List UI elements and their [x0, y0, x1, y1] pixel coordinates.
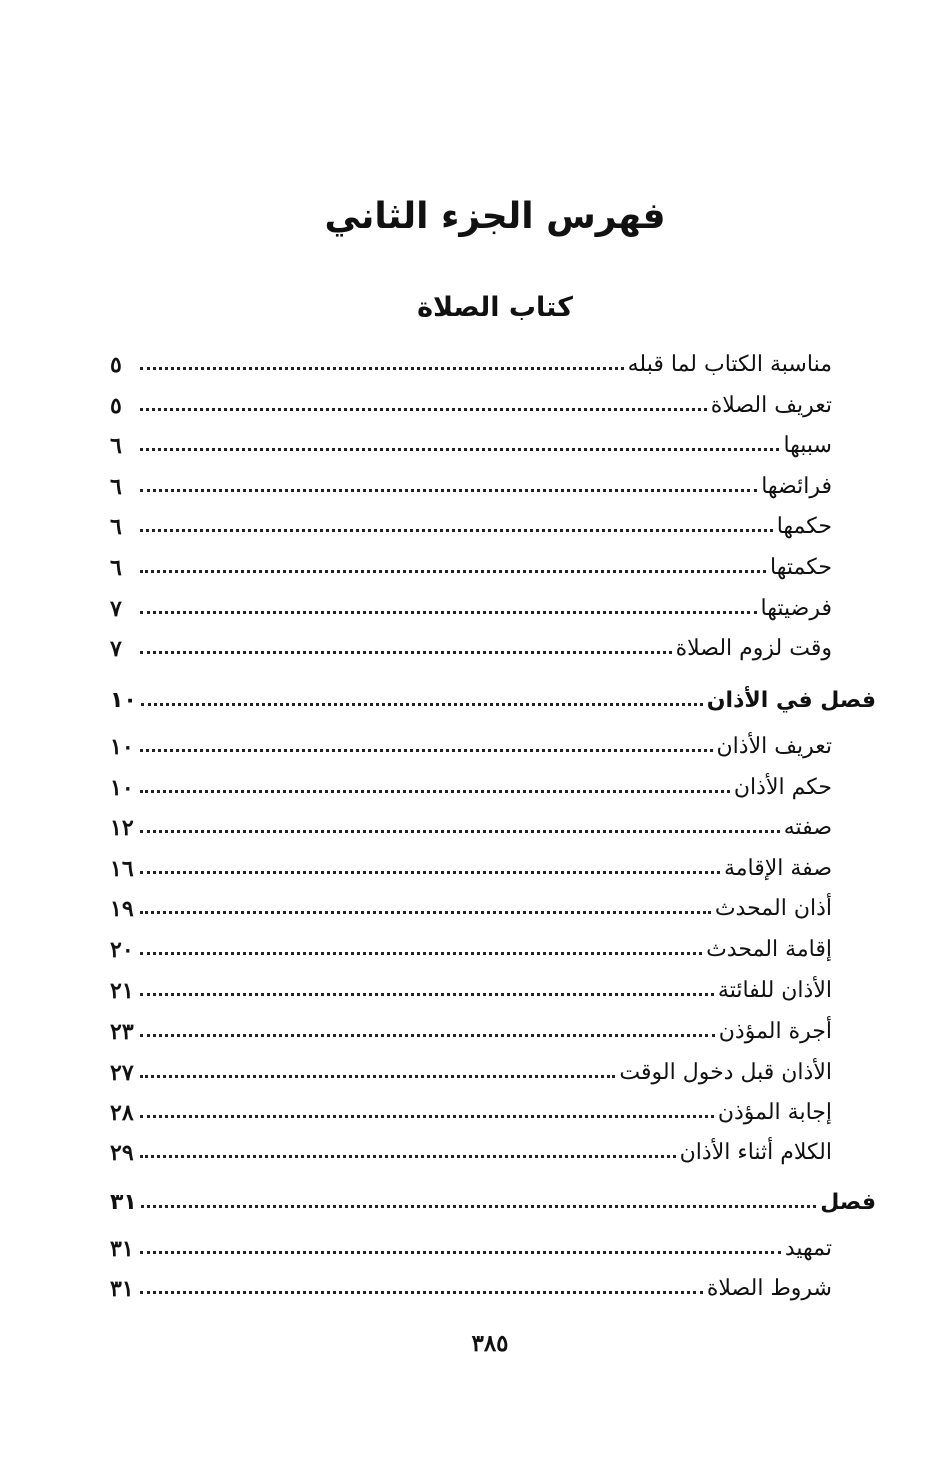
toc-entry: [110, 624, 832, 664]
toc-entry: [110, 763, 832, 803]
toc-entry-title: مناسبة الكتاب لما قبله: [627, 352, 832, 377]
page-number: ٣٨٥: [471, 1330, 509, 1357]
toc-entry-title: فرائضها: [761, 474, 832, 499]
toc-leader-dots: [140, 1115, 714, 1118]
toc-entry-title: أذان المحدث: [714, 896, 832, 921]
toc-entry-page: ١٠: [110, 734, 134, 760]
toc-entry-page: ٣١: [110, 1190, 137, 1215]
toc-leader-dots: [140, 611, 757, 614]
toc-leader-dots: [140, 570, 766, 573]
toc-entry-page: ٧: [110, 596, 122, 622]
toc-leader-dots: [140, 749, 713, 752]
page-title: فهرس الجزء الثاني: [324, 196, 666, 237]
toc-entry: [110, 1128, 832, 1168]
toc-entry-page: ٢٨: [110, 1100, 134, 1126]
toc-entry: [110, 502, 832, 542]
toc-entry-title: صفته: [783, 815, 832, 840]
toc-leader-dots: [140, 489, 757, 492]
toc-entry-title: الأذان للفائتة: [717, 978, 832, 1003]
toc-entry-title: الكلام أثناء الأذان: [679, 1140, 832, 1165]
toc-leader-dots: [140, 408, 707, 411]
toc-leader-dots: [140, 1155, 676, 1158]
toc-leader-dots: [140, 952, 702, 955]
toc-leader-dots: [140, 1291, 703, 1294]
toc-entry-page: ٧: [110, 636, 122, 662]
toc-entry-title: حكم الأذان: [733, 775, 832, 800]
toc-entry-page: ٦: [110, 474, 122, 500]
toc-entry-title: فصل في الأذان: [706, 688, 876, 713]
toc-entry: [110, 1048, 832, 1088]
toc-entry-page: ٢٧: [110, 1060, 134, 1086]
toc-entry-title: تعريف الصلاة: [710, 393, 832, 418]
toc-entry-page: ٢١: [110, 978, 134, 1004]
toc-entry-title: فصل: [820, 1190, 876, 1215]
toc-entry-page: ٢٩: [110, 1140, 134, 1166]
toc-section-heading: [110, 1178, 876, 1218]
toc-entry-page: ٦: [110, 433, 122, 459]
toc-entry-page: ٥: [110, 352, 122, 378]
toc-entry: [110, 1088, 832, 1128]
toc-entry: [110, 543, 832, 583]
toc-entry-title: الأذان قبل دخول الوقت: [619, 1060, 832, 1085]
toc-leader-dots: [140, 871, 720, 874]
toc-entry-title: فرضيتها: [760, 596, 832, 621]
toc-entry: [110, 340, 832, 380]
toc-leader-dots: [140, 448, 779, 451]
toc-entry-title: صفة الإقامة: [723, 856, 832, 881]
toc-entry-title: حكمها: [776, 514, 832, 539]
toc-leader-dots: [140, 1034, 715, 1037]
toc-entry-page: ١٢: [110, 815, 134, 841]
toc-leader-dots: [141, 703, 703, 706]
toc-entry-page: ٦: [110, 555, 122, 581]
toc-entry: [110, 884, 832, 924]
toc-entry-title: حكمتها: [770, 555, 832, 580]
toc-leader-dots: [141, 1205, 816, 1208]
toc-entry-page: ٣١: [110, 1236, 134, 1262]
toc-entry: [110, 844, 832, 884]
toc-entry: [110, 381, 832, 421]
toc-entry-page: ٣١: [110, 1276, 134, 1302]
toc-entry-title: سببها: [783, 433, 832, 458]
toc-leader-dots: [140, 830, 780, 833]
toc-entry-page: ١٩: [110, 896, 134, 922]
toc-leader-dots: [140, 790, 730, 793]
toc-entry: [110, 925, 832, 965]
toc-entry: [110, 1264, 832, 1304]
book-heading: كتاب الصلاة: [417, 292, 573, 323]
toc-entry-title: أجرة المؤذن: [718, 1019, 832, 1044]
toc-entry-page: ١٦: [110, 856, 134, 882]
toc-entry-page: ٦: [110, 514, 122, 540]
toc-entry-page: ٢٠: [110, 937, 134, 963]
toc-entry: [110, 722, 832, 762]
toc-entry-page: ١٠: [110, 688, 137, 713]
toc-entry-title: تمهيد: [784, 1236, 832, 1261]
toc-entry: [110, 966, 832, 1006]
toc-leader-dots: [140, 651, 672, 654]
toc-entry-page: ٥: [110, 393, 122, 419]
toc-leader-dots: [140, 1251, 781, 1254]
toc-leader-dots: [140, 911, 711, 914]
toc-leader-dots: [140, 367, 624, 370]
toc-entry-page: ١٠: [110, 775, 134, 801]
toc-entry: [110, 803, 832, 843]
toc-leader-dots: [140, 529, 773, 532]
toc-entry-title: إجابة المؤذن: [717, 1100, 832, 1125]
toc-entry: [110, 584, 832, 624]
toc-entry-title: شروط الصلاة: [706, 1276, 832, 1301]
toc-leader-dots: [140, 1075, 615, 1078]
toc-entry: [110, 1007, 832, 1047]
toc-entry: [110, 1224, 832, 1264]
toc-entry-title: إقامة المحدث: [706, 937, 832, 962]
toc-entry: [110, 462, 832, 502]
toc-leader-dots: [140, 993, 714, 996]
toc-entry-page: ٢٣: [110, 1019, 134, 1045]
toc-section-heading: [110, 676, 876, 716]
toc-entry-title: وقت لزوم الصلاة: [675, 636, 832, 661]
toc-entry: [110, 421, 832, 461]
toc-entry-title: تعريف الأذان: [716, 734, 832, 759]
